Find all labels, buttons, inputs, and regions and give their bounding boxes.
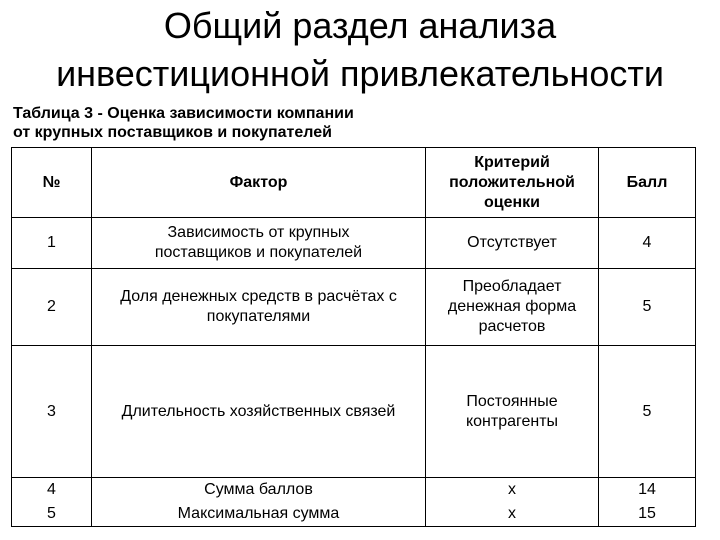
row-factor-line: Зависимость от крупных xyxy=(167,224,350,241)
table-header-row xyxy=(12,148,696,218)
header-criterion-line-2: положительной xyxy=(449,173,575,191)
header-factor: Фактор xyxy=(92,148,426,218)
row-criterion xyxy=(426,346,599,478)
row-criterion xyxy=(426,269,599,346)
header-criterion xyxy=(426,148,599,218)
table-row xyxy=(12,218,696,269)
row-criterion: х xyxy=(426,502,599,527)
table-row xyxy=(12,269,696,346)
row-criterion-line: Постоянные xyxy=(466,392,558,410)
row-factor: Длительность хозяйственных связей xyxy=(92,346,426,478)
row-criterion-line: Преобладает xyxy=(462,278,562,295)
header-score: Балл xyxy=(599,148,696,218)
row-score: 14 xyxy=(599,478,696,503)
row-factor: Сумма баллов xyxy=(92,478,426,503)
row-criterion-line: денежная форма xyxy=(447,298,577,315)
row-criterion-line: контрагенты xyxy=(465,412,559,430)
slide-title-line-2: инвестиционной привлекательности xyxy=(56,53,664,94)
row-factor xyxy=(92,218,426,269)
header-criterion-line-3: оценки xyxy=(483,193,540,211)
table-row xyxy=(12,346,696,478)
assessment-table xyxy=(11,147,696,527)
row-factor-line: Доля денежных средств в расчётах с xyxy=(120,288,397,305)
row-factor-line: покупателями xyxy=(206,308,311,325)
row-score: 4 xyxy=(599,218,696,269)
slide-title xyxy=(0,2,720,98)
slide-title-line-1: Общий раздел анализа xyxy=(163,5,557,46)
table-caption-line-1: Таблица 3 - Оценка зависимости компании xyxy=(13,105,354,122)
table-caption-line-2: от крупных поставщиков и покупателей xyxy=(13,124,332,141)
row-score: 5 xyxy=(599,346,696,478)
row-num: 2 xyxy=(12,269,92,346)
row-factor: Максимальная сумма xyxy=(92,502,426,527)
row-score: 5 xyxy=(599,269,696,346)
row-num: 1 xyxy=(12,218,92,269)
row-criterion: х xyxy=(426,478,599,503)
row-score: 15 xyxy=(599,502,696,527)
row-factor xyxy=(92,269,426,346)
row-criterion-line: расчетов xyxy=(478,318,546,335)
header-criterion-line-1: Критерий xyxy=(474,153,550,171)
table-caption xyxy=(13,104,433,142)
row-num: 3 xyxy=(12,346,92,478)
row-num: 4 xyxy=(12,478,92,503)
table-row xyxy=(12,502,696,527)
header-num: № xyxy=(12,148,92,218)
table-row xyxy=(12,478,696,503)
row-num: 5 xyxy=(12,502,92,527)
row-factor-line: поставщиков и покупателей xyxy=(154,244,363,261)
row-criterion: Отсутствует xyxy=(426,218,599,269)
